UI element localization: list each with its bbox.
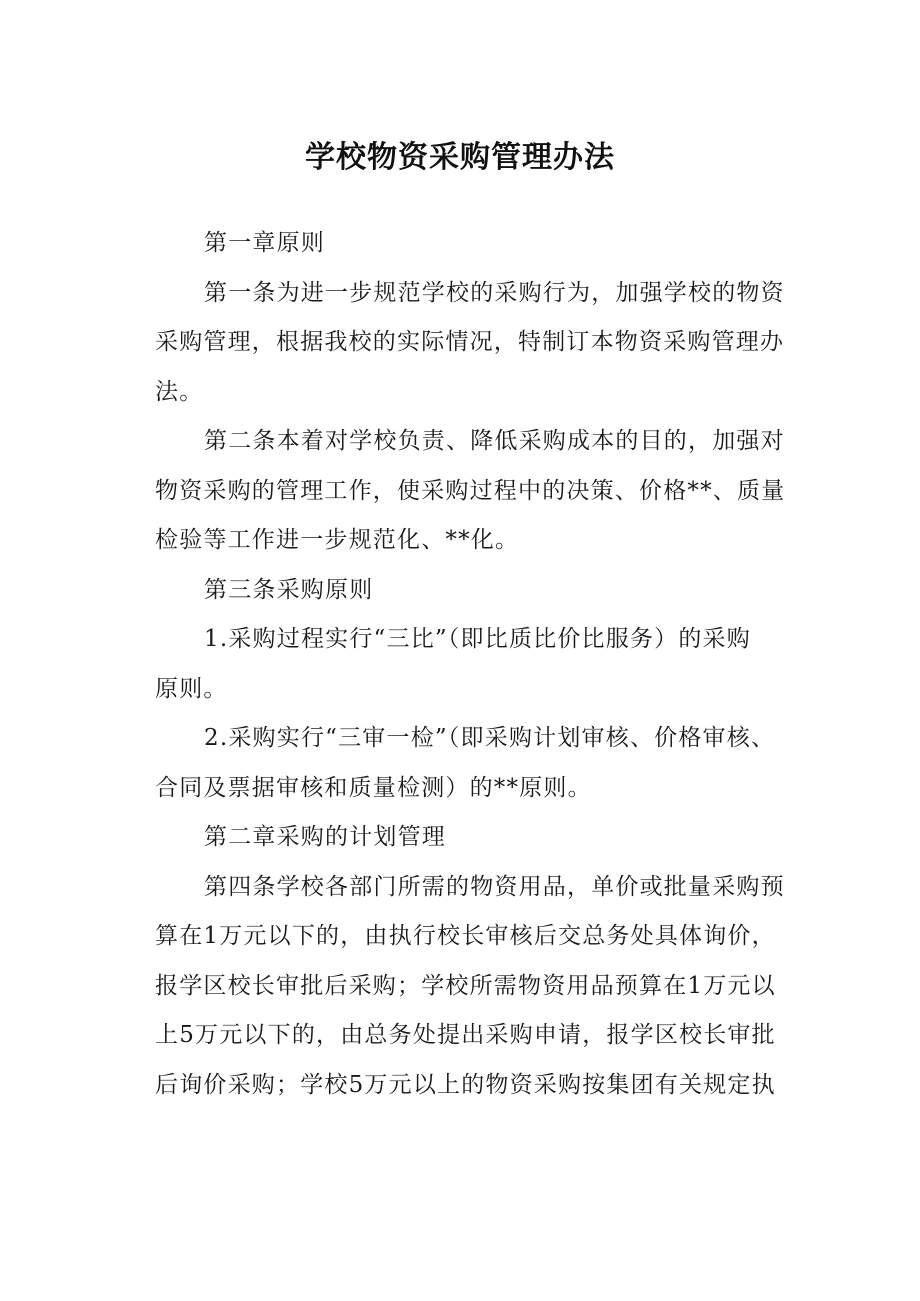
list-item-line: 合同及票据审核和质量检测）的**原则。 — [155, 774, 592, 801]
paragraph-line: 检验等工作进一步规范化、**化。 — [155, 527, 520, 553]
paragraph-line: 采购管理，根据我校的实际情况，特制订本物资采购管理办 — [155, 329, 785, 355]
paragraph-line: 第一条为进一步规范学校的采购行为，加强学校的物资 — [204, 279, 785, 306]
list-item-line: 2.采购实行“三审一检”（即采购计划审核、价格审核、 — [204, 725, 776, 751]
paragraph-line: 第二条本着对学校负责、降低采购成本的目的，加强对 — [204, 428, 785, 454]
paragraph-line: 法。 — [155, 378, 204, 405]
document-body — [155, 219, 785, 1110]
paragraph-line: 算在1万元以下的，由执行校长审核后交总务处具体询价， — [155, 923, 776, 949]
paragraph-line: 物资采购的管理工作，使采购过程中的决策、价格**、质量 — [155, 477, 786, 504]
paragraph-line: 报学区校长审批后采购；学校所需物资用品预算在1万元以 — [155, 972, 776, 999]
list-item-line: 1.采购过程实行“三比”（即比质比价比服务）的采购 — [204, 626, 751, 652]
paragraph-line: 后询价采购；学校5万元以上的物资采购按集团有关规定执 — [155, 1071, 776, 1098]
list-item-line: 原则。 — [155, 675, 228, 702]
chapter-heading: 第一章原则 — [204, 230, 325, 256]
article-heading: 第三条采购原则 — [204, 576, 374, 603]
chapter-heading: 第二章采购的计划管理 — [204, 824, 446, 850]
document-title: 学校物资采购管理办法 — [305, 140, 615, 175]
paragraph-line: 上5万元以下的，由总务处提出采购申请，报学区校长审批 — [155, 1022, 776, 1048]
paragraph-line: 第四条学校各部门所需的物资用品，单价或批量采购预 — [204, 873, 785, 900]
